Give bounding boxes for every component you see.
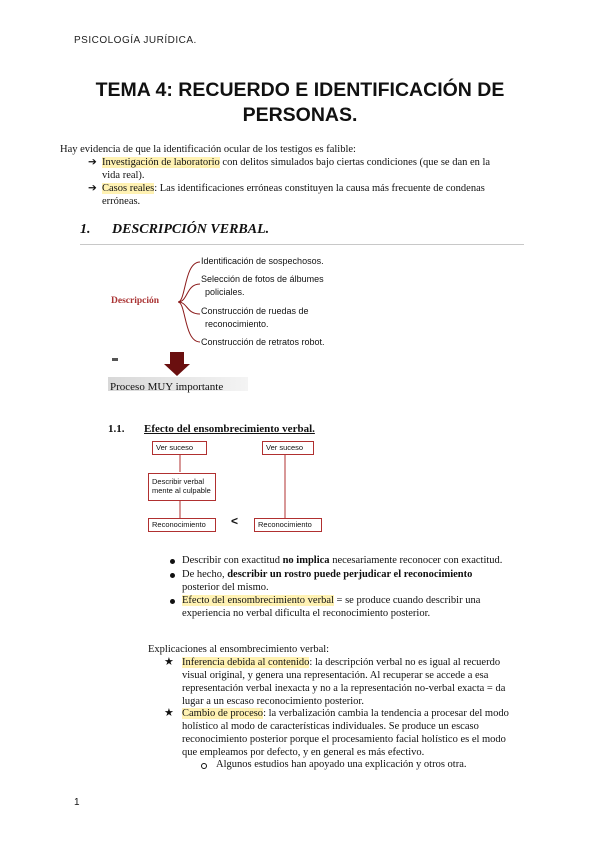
title-line-1: TEMA 4: RECUERDO E IDENTIFICACIÓN DE	[95, 79, 505, 101]
bullet-3-highlight: Efecto del ensombrecimiento verbal	[182, 595, 334, 606]
explanation-2-line4: que empleamos por defecto, y en general es más efectivo.	[182, 747, 425, 758]
note-text: Proceso MUY importante	[110, 381, 224, 393]
section-1-title: DESCRIPCIÓN VERBAL.	[112, 222, 270, 237]
intro-item-1-text: con delitos simulados bajo ciertas condiciones (que se dan en la	[219, 157, 491, 168]
intro-item-1-line2: vida real).	[102, 170, 145, 181]
flow-left-mid-box	[148, 473, 216, 501]
explanation-2-line3: reconocimiento posterior porque el procesamiento facial holístico es el modo	[182, 734, 506, 745]
explanation-1-line2: visual original, y genera una representación. Al recuperar se accede a esa	[182, 670, 489, 681]
bullet-icon	[170, 559, 175, 564]
mindmap-branch-3: Construcción de ruedas de	[201, 306, 309, 316]
explanation-1-line4: lugar a un escaso reconocimiento posterior.	[182, 696, 364, 707]
star-icon: ★	[164, 656, 174, 668]
intro-item-1-highlight: Investigación de laboratorio	[102, 157, 220, 168]
bullet-1-post: necesariamente reconocer con exactitud.	[329, 555, 503, 566]
explanation-1-highlight: Inferencia debida al contenido	[182, 657, 310, 668]
section-1-1-number: 1.1.	[108, 423, 125, 435]
bullet-item-3	[182, 594, 542, 620]
flow-left-top-box: Ver suceso	[152, 441, 207, 455]
bullet-item-1	[182, 554, 542, 567]
mindmap-branch-1: Identificación de sospechosos.	[201, 256, 324, 266]
intro-item-2-highlight: Casos reales	[102, 183, 155, 194]
bullet-1-pre: Describir con exactitud	[182, 555, 283, 566]
down-arrow-icon	[108, 350, 198, 380]
bullet-2-pre: De hecho,	[182, 569, 228, 580]
flow-right-top-box: Ver suceso	[262, 441, 314, 455]
flow-left-bottom-box: Reconocimiento	[148, 518, 216, 532]
intro-item-2	[88, 182, 538, 208]
mindmap-branch-2b: policiales.	[205, 287, 245, 297]
section-divider	[80, 244, 524, 245]
bullet-icon	[170, 573, 175, 578]
page-title	[60, 78, 540, 128]
explanation-2-line2: holístico al modo de características individuales. Se produce un escaso	[182, 721, 479, 732]
explanation-item-1	[182, 656, 542, 708]
mindmap-branch-4: Construcción de retratos robot.	[201, 337, 325, 347]
star-icon: ★	[164, 707, 174, 719]
sub-item: Algunos estudios han apoyado una explicación y otros otra.	[216, 759, 467, 770]
bullet-icon	[170, 599, 175, 604]
flow-right-bottom-box: Reconocimiento	[254, 518, 322, 532]
branch-line-4	[178, 302, 200, 342]
circle-bullet-icon	[201, 763, 207, 769]
bullet-item-2	[182, 568, 542, 594]
explanation-item-2	[182, 707, 542, 759]
title-line-2: PERSONAS.	[242, 104, 358, 126]
explanations-heading: Explicaciones al ensombrecimiento verbal:	[148, 644, 330, 655]
mindmap-branch-3b: reconocimiento.	[205, 319, 269, 329]
mindmap-center-label: Descripción	[111, 296, 160, 306]
explanation-1-line3: representación verbal inexacta y no a la representación no-verbal exacta = da	[182, 683, 506, 694]
bullet-1-bold: no implica	[282, 555, 330, 566]
arrow-right-icon: ➔	[88, 183, 97, 194]
mindmap-branch-2: Selección de fotos de álbumes	[201, 274, 324, 284]
section-1-1-heading	[108, 423, 315, 435]
note-banner	[108, 377, 248, 391]
section-1-heading	[80, 222, 269, 238]
bullet-2-line2: posterior del mismo.	[182, 582, 269, 593]
intro-item-2-text: : Las identificaciones erróneas constituyen la causa más frecuente de condenas	[154, 183, 485, 194]
intro-item-2-line2: erróneas.	[102, 196, 141, 207]
flow-comparator: <	[231, 514, 239, 528]
page-header: PSICOLOGÍA JURÍDICA.	[74, 35, 197, 46]
explanation-2-line1: : la verbalización cambia la tendencia a procesar del modo	[263, 708, 509, 719]
branch-line-1	[178, 262, 200, 302]
bullet-3-line2: experiencia no verbal dificulta el reconocimiento posterior.	[182, 608, 431, 619]
flow-left-mid-line1: Describir verbal	[152, 477, 205, 486]
bullet-2-bold: describir un rostro puede perjudicar el reconocimiento	[227, 569, 473, 580]
bullet-3-post: = se produce cuando describir una	[333, 595, 481, 606]
arrow-right-icon: ➔	[88, 157, 97, 168]
section-1-1-title: Efecto del ensombrecimiento verbal.	[144, 423, 315, 435]
intro-item-1	[88, 156, 538, 182]
explanation-1-line1: : la descripción verbal no es igual al recuerdo	[309, 657, 501, 668]
branch-line-3	[178, 302, 200, 314]
page-number: 1	[74, 797, 80, 808]
explanation-2-highlight: Cambio de proceso	[182, 708, 264, 719]
section-1-number: 1.	[80, 222, 91, 237]
intro-text: Hay evidencia de que la identificación ocular de los testigos es falible:	[60, 144, 356, 155]
flow-left-mid-line2: mente al culpable	[152, 486, 211, 495]
